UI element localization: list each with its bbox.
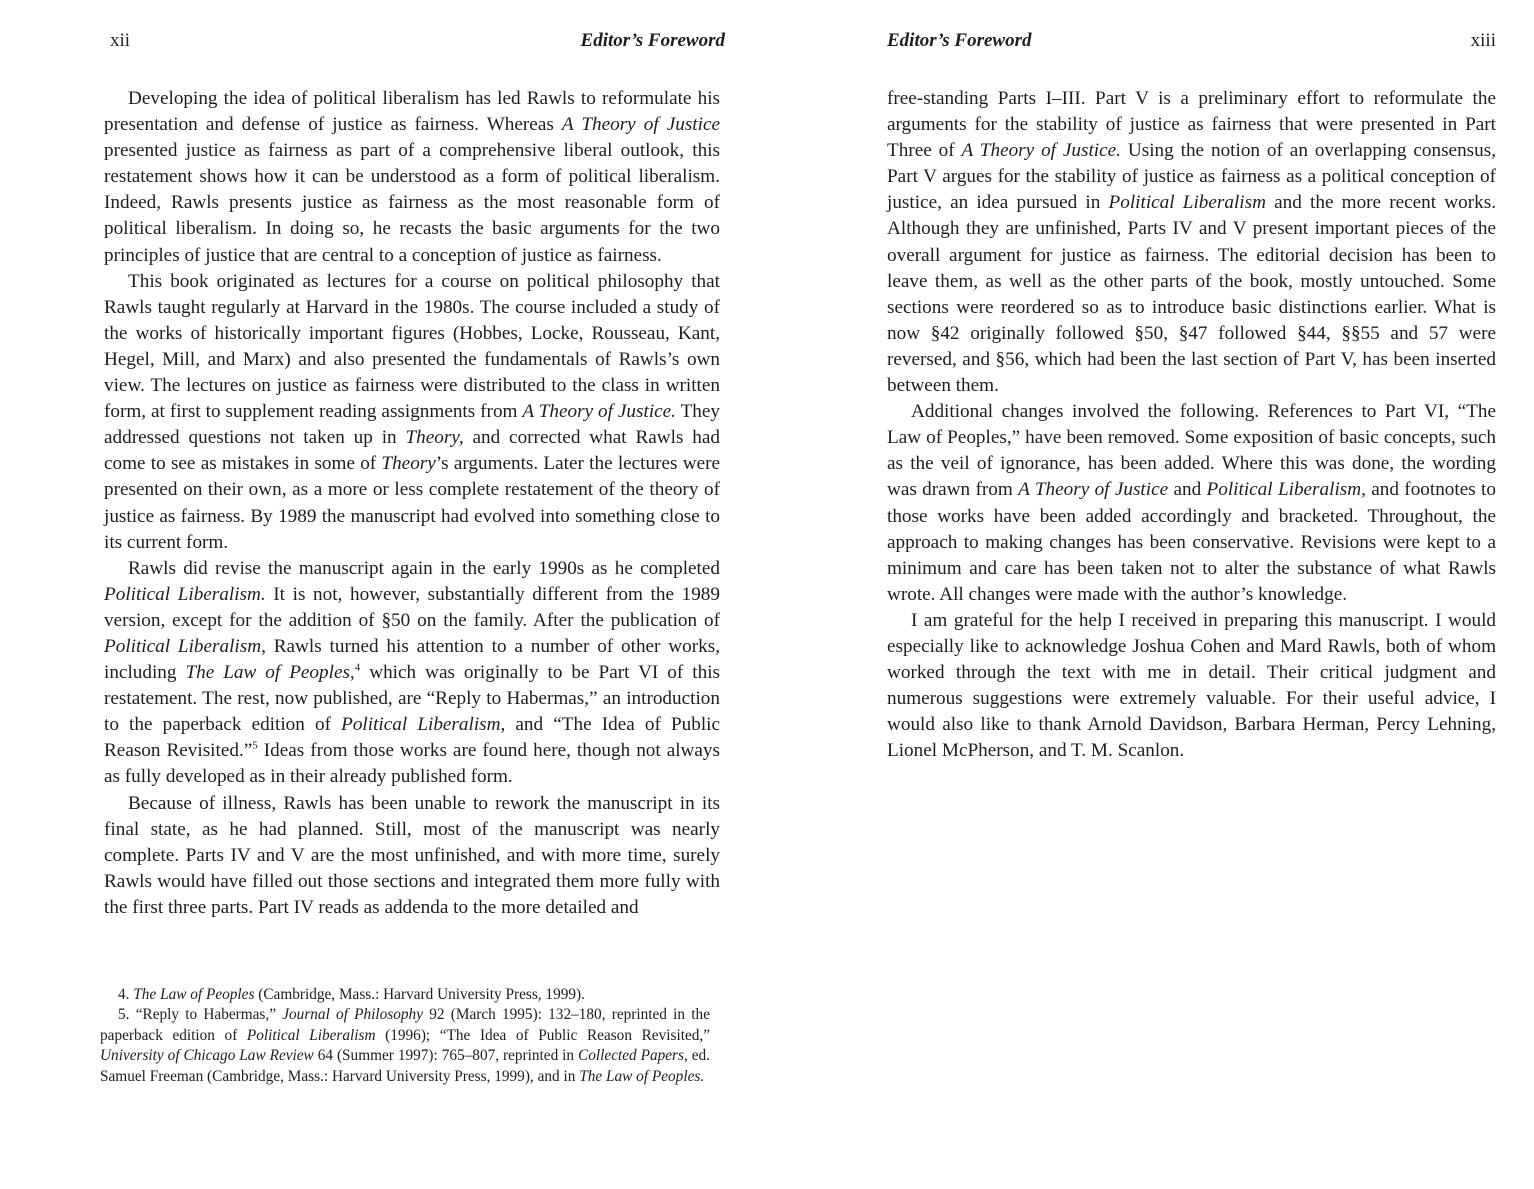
- paragraph: [887, 86, 1496, 399]
- italic-text: The Law of Peoples: [133, 986, 255, 1003]
- text-run: and “The Idea of Public Reason Revisited.”: [104, 714, 720, 762]
- text-run: Using the notion of an overlapping consensus, Part V argues for the stability of justice as fairness as a political conception of justice, an idea pursued in: [887, 140, 1496, 214]
- italic-text: Political Liberalism,: [104, 635, 266, 657]
- page-number: xiii: [1470, 30, 1496, 51]
- italic-text: Political Liberalism.: [104, 583, 266, 605]
- paragraph: [887, 608, 1496, 765]
- italic-text: Political Liberalism,: [341, 714, 506, 736]
- text-run: and corrected what Rawls had come to see as mistakes in some of: [104, 427, 720, 475]
- right-page: [767, 0, 1534, 1189]
- text-run: Developing the idea of political liberalism has led Rawls to reformulate his presentation and defense of justice as fairness. Whereas: [104, 88, 720, 136]
- italic-text: Journal of Philosophy: [282, 1006, 423, 1024]
- running-head: Editor’s Foreword: [580, 30, 725, 51]
- text-run: ’s arguments. Later the lectures were presented on their own, as a more or less complete restatement of the theory of justice as fairness. By 1989 the manuscript had evolved into something close to its current form.: [104, 453, 720, 553]
- running-head: Editor’s Foreword: [887, 30, 1032, 51]
- paragraph: [104, 269, 720, 556]
- text-run: and footnotes to those works have been added accordingly and bracketed. Throughout, the approach to making changes has been conservative. Revisions were kept to a minimum and care has been taken not to alter the substance of what Rawls wrote. All changes were made with the author’s knowledge.: [887, 479, 1496, 605]
- text-run: presented justice as fairness as part of a comprehensive liberal outlook, this restatement shows how it can be understood as a form of political liberalism. Indeed, Rawls presents justice as fairness as the most reasonable form of political liberalism. In doing so, he recasts the basic arguments for the two principles of justice that are central to a conception of justice as fairness.: [104, 140, 720, 266]
- italic-text: The Law of Peoples,: [185, 662, 355, 684]
- text-run: I am grateful for the help I received in preparing this manuscript. I would especially like to acknowledge Joshua Cohen and Mard Rawls, both of whom worked through the text with me in detail. Their critical judgment and numerous suggestions were extremely valuable. For their useful advice, I would also like to thank Arnold Davidson, Barbara Herman, Percy Lehning, Lionel McPherson, and T. M. Scanlon.: [887, 609, 1496, 762]
- text-run: It is not, however, substantially different from the 1989 version, except for the addition of §50 on the family. After the publication of: [104, 583, 720, 631]
- text-run: (Cambridge, Mass.: Harvard University Press, 1999).: [254, 986, 585, 1003]
- footnote-ref: 5: [252, 739, 258, 752]
- footnote-ref: 4: [354, 661, 361, 674]
- paragraph: [104, 791, 720, 921]
- body-text: [104, 86, 720, 921]
- text-run: 5. “Reply to Habermas,”: [118, 1006, 283, 1024]
- footnotes: [100, 985, 710, 1087]
- text-run: This book originated as lectures for a course on political philosophy that Rawls taught regularly at Harvard in the 1980s. The course included a study of the works of historically important figures (Hobbes, Locke, Rousseau, Kant, Hegel, Mill, and Marx) and also presented the fundamentals of Rawls’s own view. The lectures on justice as fairness were distributed to the class in written form, at first to supplement reading assignments from: [104, 270, 720, 423]
- text-run: Ideas from those works are found here, though not always as fully developed as in their already published form.: [104, 740, 720, 788]
- text-run: They addressed questions not taken up in: [104, 401, 721, 449]
- paragraph: [887, 399, 1496, 608]
- italic-text: A Theory of Justice.: [522, 401, 676, 423]
- text-run: ed. Samuel Freeman (Cambridge, Mass.: Harvard University Press, 1999), and in: [100, 1047, 710, 1085]
- italic-text: Theory,: [405, 427, 464, 449]
- footnote: [100, 985, 710, 1005]
- italic-text: Theory: [381, 453, 436, 475]
- footnote: [100, 1005, 710, 1087]
- text-run: (1996); “The Idea of Public Reason Revisited,”: [375, 1026, 710, 1044]
- italic-text: University of Chicago Law Review: [100, 1047, 314, 1065]
- text-run: Because of illness, Rawls has been unable to rework the manuscript in its final state, as he had planned. Still, most of the manuscript was nearly complete. Parts IV and V are the most unfinished, and with more time, surely Rawls would have filled out those sections and integrated them more fully with the first three parts. Part IV reads as addenda to the more detailed and: [104, 792, 720, 918]
- page-number: xii: [110, 30, 131, 51]
- italic-text: A Theory of Justice: [561, 114, 720, 136]
- text-run: and: [1168, 479, 1207, 501]
- italic-text: The Law of Peoples.: [579, 1067, 705, 1085]
- text-run: Rawls turned his attention to a number of other works, including: [104, 635, 720, 684]
- text-run: and the more recent works. Although they are unfinished, Parts IV and V present important pieces of the overall argument for justice as fairness. The editorial decision has been to leave them, as well as the other parts of the book, mostly untouched. Some sections were reordered so as to introduce basic distinctions earlier. What is now §42 originally followed §50, §47 followed §44, §§55 and 57 were reversed, and §56, which had been the last section of Part V, has been inserted between them.: [887, 192, 1496, 397]
- italic-text: A Theory of Justice.: [961, 140, 1121, 162]
- text-run: free-standing Parts I–III. Part V is a preliminary effort to reformulate the arguments for the stability of justice as fairness that were presented in Part Three of: [887, 88, 1496, 162]
- text-run: Additional changes involved the following. References to Part VI, “The Law of Peoples,” have been removed. Some exposition of basic concepts, such as the veil of ignorance, has been added. Where this was done, the wording was drawn from: [887, 401, 1496, 501]
- text-run: which was originally to be Part VI of this restatement. The rest, now published, are “Reply to Habermas,” an introduction to the paperback edition of: [104, 662, 720, 736]
- italic-text: Political Liberalism,: [1206, 479, 1366, 501]
- text-run: 4.: [118, 986, 134, 1003]
- italic-text: Political Liberalism: [1108, 192, 1266, 214]
- italic-text: Collected Papers,: [578, 1047, 688, 1065]
- paragraph: [104, 86, 720, 269]
- italic-text: A Theory of Justice: [1018, 479, 1169, 501]
- paragraph: [104, 556, 720, 791]
- text-run: 64 (Summer 1997): 765–807, reprinted in: [313, 1047, 579, 1065]
- text-run: Rawls did revise the manuscript again in the early 1990s as he completed: [128, 557, 720, 579]
- body-text: [887, 86, 1496, 764]
- italic-text: Political Liberalism: [246, 1026, 376, 1044]
- text-run: 92 (March 1995): 132–180, reprinted in the paperback edition of: [100, 1006, 710, 1044]
